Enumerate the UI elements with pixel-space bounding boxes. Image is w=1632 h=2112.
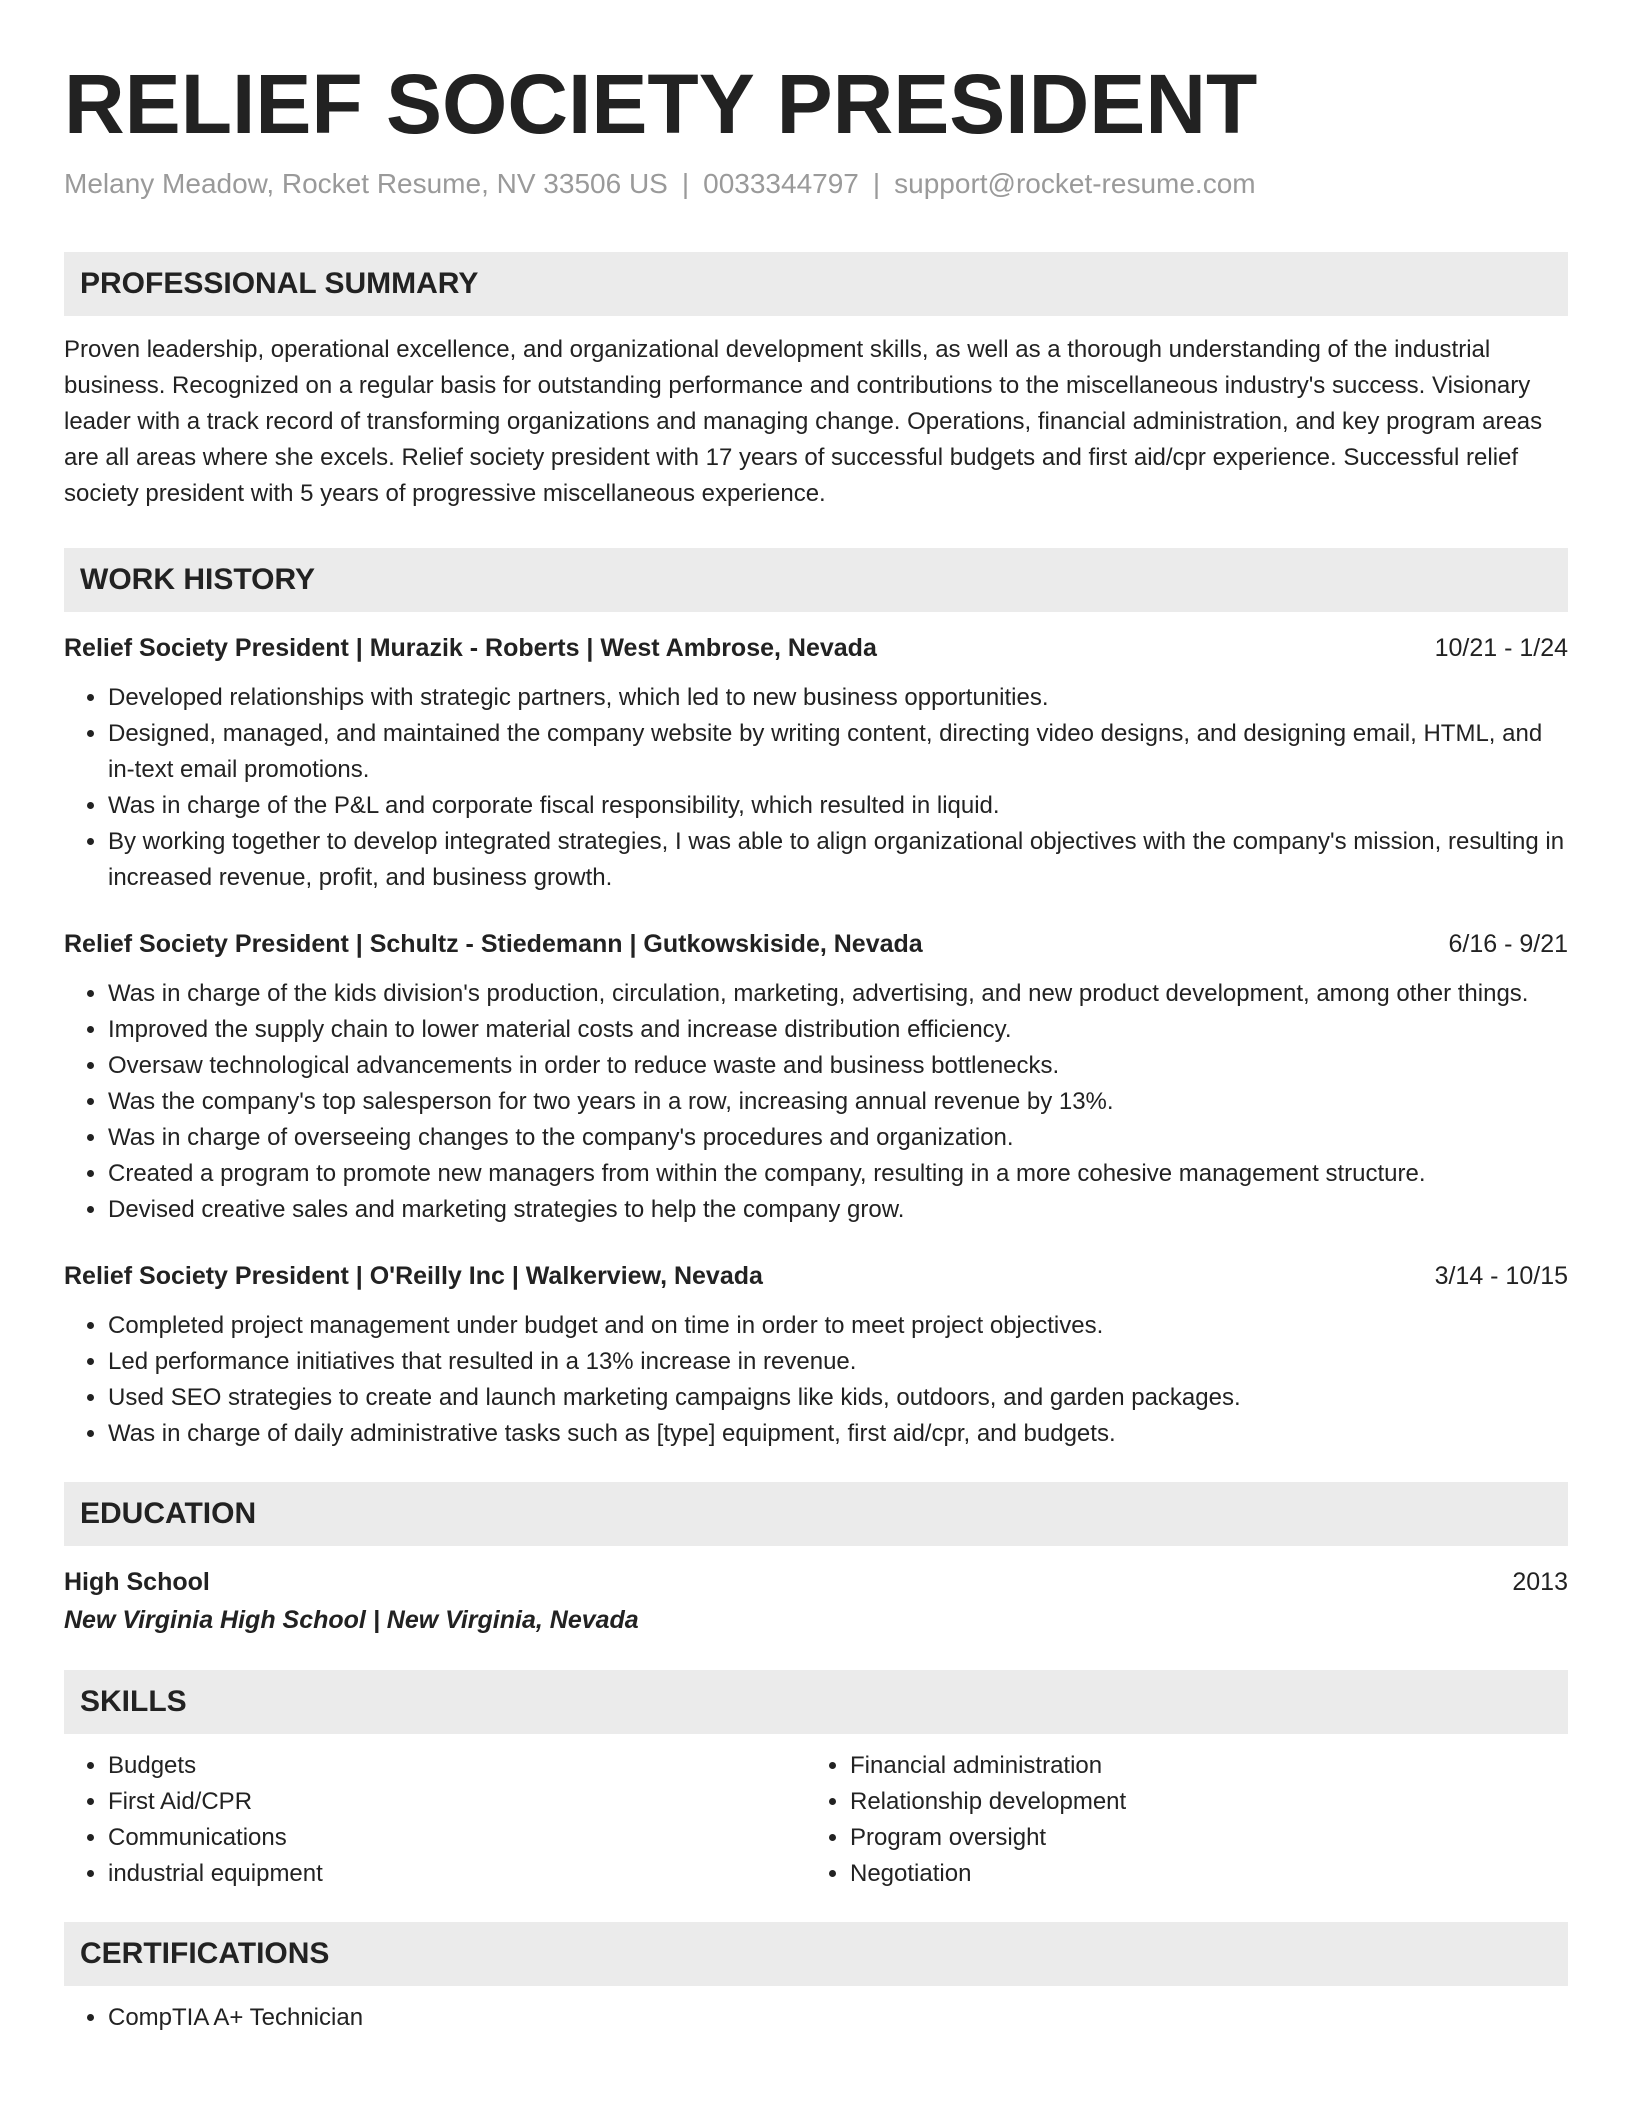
job-header	[64, 926, 1568, 962]
job-entry	[64, 1258, 1568, 1452]
skills-column-right	[806, 1748, 1548, 1892]
job-bullet: • By working together to develop integrated strategies, I was able to align organizational objectives with the company's mission, resulting in increased revenue, profit, and business growth.	[108, 824, 1568, 896]
contact-line	[64, 166, 1568, 202]
job-bullet: • Was in charge of overseeing changes to the company's procedures and organization.	[108, 1120, 1568, 1156]
job-bullet: • Was the company's top salesperson for two years in a row, increasing annual revenue by 13%.	[108, 1084, 1568, 1120]
job-bullet: • Devised creative sales and marketing strategies to help the company grow.	[108, 1192, 1568, 1228]
job-bullet: • Improved the supply chain to lower material costs and increase distribution efficiency.	[108, 1012, 1568, 1048]
job-entry	[64, 926, 1568, 1228]
education-school: New Virginia High School | New Virginia, Nevada	[64, 1606, 639, 1634]
certifications-bullets	[64, 2000, 1568, 2036]
skill-item: • Program oversight	[850, 1820, 1548, 1856]
job-header	[64, 630, 1568, 666]
job-header	[64, 1258, 1568, 1294]
skill-item: • industrial equipment	[108, 1856, 806, 1892]
section-heading-skills: SKILLS	[64, 1670, 1568, 1734]
job-bullet: • Oversaw technological advancements in order to reduce waste and business bottlenecks.	[108, 1048, 1568, 1084]
section-heading-education: EDUCATION	[64, 1482, 1568, 1546]
job-bullet: • Led performance initiatives that resulted in a 13% increase in revenue.	[108, 1344, 1568, 1380]
contact-phone: 0033344797	[703, 168, 859, 199]
certifications-list	[64, 2000, 1568, 2036]
contact-email: support@rocket-resume.com	[894, 168, 1256, 199]
resume-title: RELIEF SOCIETY PRESIDENT	[64, 57, 1258, 151]
contact-separator: |	[872, 168, 881, 199]
skill-item: • Communications	[108, 1820, 806, 1856]
skills-column-left	[64, 1748, 806, 1892]
section-heading-work-history: WORK HISTORY	[64, 548, 1568, 612]
skill-item: • Relationship development	[850, 1784, 1548, 1820]
job-bullet: • Created a program to promote new managers from within the company, resulting in a more cohesive management structure.	[108, 1156, 1568, 1192]
education-header	[64, 1564, 1568, 1600]
job-bullet: • Designed, managed, and maintained the company website by writing content, directing video designs, and designing email, HTML, and in-text email promotions.	[108, 716, 1568, 788]
job-dates: 6/16 - 9/21	[1448, 930, 1568, 958]
contact-separator: |	[681, 168, 690, 199]
job-title: Relief Society President | Murazik - Roberts | West Ambrose, Nevada	[64, 634, 877, 662]
skill-item: • Financial administration	[850, 1748, 1548, 1784]
section-heading-certifications: CERTIFICATIONS	[64, 1922, 1568, 1986]
section-heading-summary: PROFESSIONAL SUMMARY	[64, 252, 1568, 316]
education-degree: High School	[64, 1568, 210, 1596]
education-year: 2013	[1512, 1568, 1568, 1596]
job-dates: 10/21 - 1/24	[1434, 634, 1568, 662]
contact-address: Melany Meadow, Rocket Resume, NV 33506 US	[64, 168, 668, 199]
job-bullets	[64, 680, 1568, 896]
job-bullet: • Was in charge of daily administrative tasks such as [type] equipment, first aid/cpr, and budgets.	[108, 1416, 1568, 1452]
education-entry	[64, 1564, 1568, 1640]
job-bullet: • Developed relationships with strategic partners, which led to new business opportunities.	[108, 680, 1568, 716]
job-bullets	[64, 976, 1568, 1228]
job-bullet: • Completed project management under budget and on time in order to meet project objectives.	[108, 1308, 1568, 1344]
job-title: Relief Society President | Schultz - Stiedemann | Gutkowskiside, Nevada	[64, 930, 923, 958]
skills-list	[64, 1748, 1568, 1892]
certification-item: • CompTIA A+ Technician	[108, 2000, 1568, 2036]
job-bullet: • Was in charge of the kids division's production, circulation, marketing, advertising, and new product development, among other things.	[108, 976, 1568, 1012]
skill-item: • First Aid/CPR	[108, 1784, 806, 1820]
summary-text: Proven leadership, operational excellence, and organizational development skills, as well as a thorough understanding of the industrial business. Recognized on a regular basis for outstanding performance and contributions to the miscellaneous industry's success. Visionary leader with a track record of transforming organizations and managing change. Operations, financial administration, and key program areas are all areas where she excels. Relief society president with 17 years of successful budgets and first aid/cpr experience. Successful relief society president with 5 years of progressive miscellaneous experience.	[64, 336, 1543, 507]
job-title: Relief Society President | O'Reilly Inc | Walkerview, Nevada	[64, 1262, 763, 1290]
job-bullets	[64, 1308, 1568, 1452]
job-bullet: • Was in charge of the P&L and corporate fiscal responsibility, which resulted in liquid.	[108, 788, 1568, 824]
skill-item: • Negotiation	[850, 1856, 1548, 1892]
job-bullet: • Used SEO strategies to create and launch marketing campaigns like kids, outdoors, and garden packages.	[108, 1380, 1568, 1416]
job-dates: 3/14 - 10/15	[1434, 1262, 1568, 1290]
job-entry	[64, 630, 1568, 896]
skill-item: • Budgets	[108, 1748, 806, 1784]
